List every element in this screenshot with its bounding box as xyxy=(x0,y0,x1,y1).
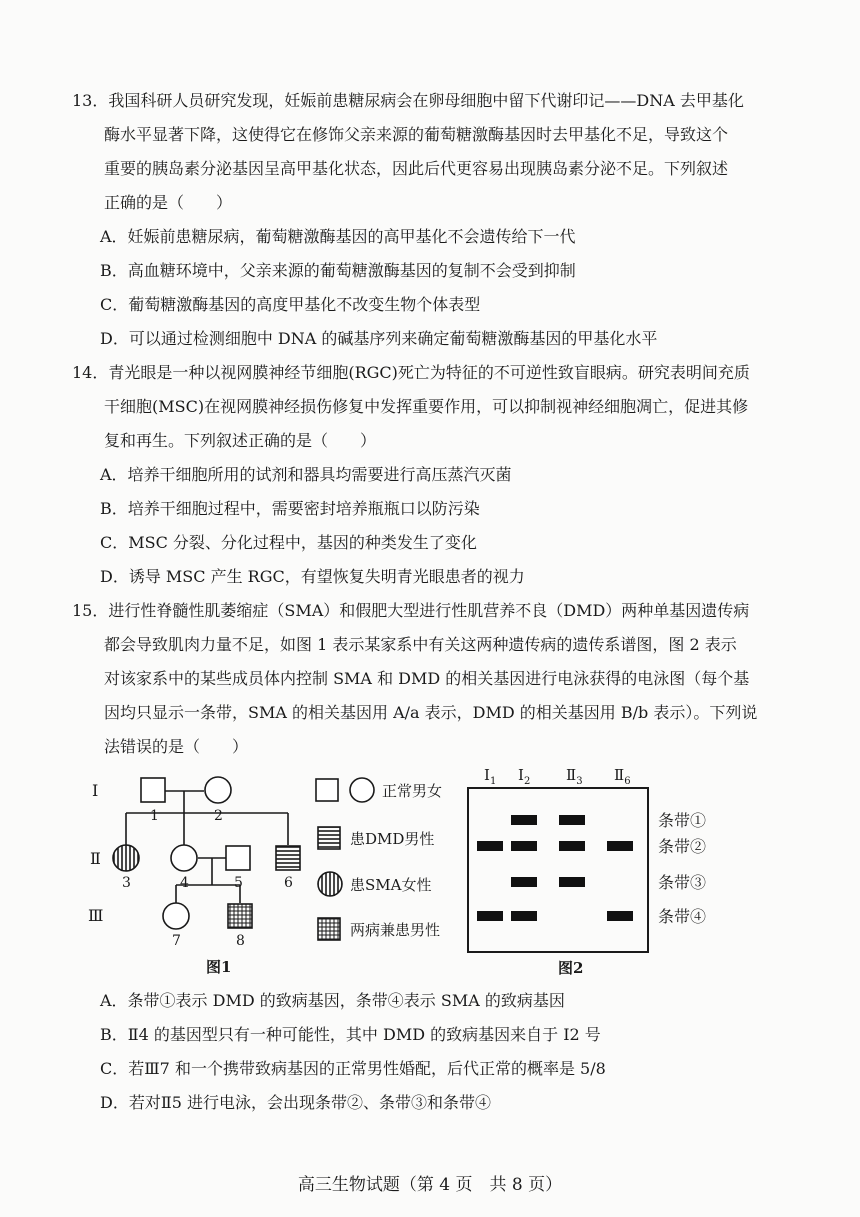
q15-stem-line: 因均只显示一条带，SMA 的相关基因用 A/a 表示，DMD 的相关基因用 B/b 表示）。下列说 xyxy=(104,703,758,722)
gel-band xyxy=(477,841,503,851)
individual-2-normal-female xyxy=(205,777,231,803)
gel-band xyxy=(559,815,585,825)
figure-2-caption: 图2 xyxy=(558,959,584,977)
figure-1-caption: 图1 xyxy=(206,958,232,976)
gel-frame xyxy=(468,788,648,952)
individual-8-both-male xyxy=(228,904,252,928)
individual-number: 8 xyxy=(236,933,245,949)
individual-5-normal-male xyxy=(226,846,250,870)
gel-band xyxy=(477,911,503,921)
individual-number: 5 xyxy=(234,875,243,891)
q15-stem-line: 法错误的是（ ） xyxy=(104,737,249,756)
individual-number: 4 xyxy=(180,875,189,891)
legend-dmd-male-label: 患DMD男性 xyxy=(350,830,435,848)
generation-label: I xyxy=(92,781,99,800)
individual-4-normal-female xyxy=(171,845,197,871)
gel-band xyxy=(511,815,537,825)
individual-7-normal-female xyxy=(163,903,189,929)
q13-option-a[interactable]: A．妊娠前患糖尿病，葡萄糖激酶基因的高甲基化不会遗传给下一代 xyxy=(100,227,576,246)
q15-option-d[interactable]: D．若对Ⅱ5 进行电泳，会出现条带②、条带③和条带④ xyxy=(100,1093,491,1112)
q13-option-d[interactable]: D．可以通过检测细胞中 DNA 的碱基序列来确定葡萄糖激酶基因的甲基化水平 xyxy=(100,329,658,348)
gel-band xyxy=(559,877,585,887)
q14-stem-line: 干细胞(MSC)在视网膜神经损伤修复中发挥重要作用，可以抑制视神经细胞凋亡，促进其修 xyxy=(104,397,749,416)
legend-sma-female-icon xyxy=(318,872,342,896)
gel-band xyxy=(511,911,537,921)
band-label: 条带③ xyxy=(658,873,707,892)
individual-number: 6 xyxy=(284,875,293,891)
q13-stem-line: 正确的是（ ） xyxy=(104,193,233,212)
q15-option-b[interactable]: B．Ⅱ4 的基因型只有一种可能性，其中 DMD 的致病基因来自于 I2 号 xyxy=(100,1025,601,1044)
legend-both-male-icon xyxy=(318,918,340,940)
gel-band xyxy=(511,841,537,851)
q14-stem-line: 14．青光眼是一种以视网膜神经节细胞(RGC)死亡为特征的不可逆性致盲眼病。研究表明间充质 xyxy=(72,363,750,382)
q13-stem-line: 重要的胰岛素分泌基因呈高甲基化状态，因此后代更容易出现胰岛素分泌不足。下列叙述 xyxy=(104,159,729,178)
q14-option-a[interactable]: A．培养干细胞所用的试剂和器具均需要进行高压蒸汽灭菌 xyxy=(100,465,512,484)
lane-label: $Ⅱ_6$ xyxy=(614,766,631,787)
legend-normal-male-icon xyxy=(316,779,338,801)
q13-option-b[interactable]: B．高血糖环境中，父亲来源的葡萄糖激酶基因的复制不会受到抑制 xyxy=(100,261,576,280)
legend-normal-label: 正常男女 xyxy=(382,782,443,800)
q14-option-d[interactable]: D．诱导 MSC 产生 RGC，有望恢复失明青光眼患者的视力 xyxy=(100,567,525,586)
generation-label: Ⅲ xyxy=(88,906,104,925)
pedigree-figure xyxy=(80,765,470,980)
electrophoresis-figure xyxy=(460,760,720,980)
q14-stem-line: 复和再生。下列叙述正确的是（ ） xyxy=(104,431,377,450)
individual-number: 3 xyxy=(122,875,131,891)
gel-band xyxy=(607,841,633,851)
individual-number: 7 xyxy=(172,933,181,949)
individual-3-sma-female xyxy=(113,845,139,871)
q13-option-c[interactable]: C．葡萄糖激酶基因的高度甲基化不改变生物个体表型 xyxy=(100,295,481,314)
individual-6-dmd-male xyxy=(276,846,300,870)
individual-1-normal-male xyxy=(141,778,165,802)
legend-sma-female-label: 患SMA女性 xyxy=(350,876,432,894)
lane-label: $Ⅱ_3$ xyxy=(566,766,583,787)
lane-label: $I_2$ xyxy=(518,766,531,787)
q13-stem-line: 酶水平显著下降，这使得它在修饰父亲来源的葡萄糖激酶基因时去甲基化不足，导致这个 xyxy=(104,125,729,144)
q14-option-c[interactable]: C．MSC 分裂、分化过程中，基因的种类发生了变化 xyxy=(100,533,477,552)
gel-band xyxy=(607,911,633,921)
q14-option-b[interactable]: B．培养干细胞过程中，需要密封培养瓶瓶口以防污染 xyxy=(100,499,480,518)
q15-option-a[interactable]: A．条带①表示 DMD 的致病基因，条带④表示 SMA 的致病基因 xyxy=(100,991,565,1010)
legend-normal-female-icon xyxy=(350,778,374,802)
q15-stem-line: 对该家系中的某些成员体内控制 SMA 和 DMD 的相关基因进行电泳获得的电泳图（每个基 xyxy=(104,669,750,688)
q15-stem-line: 都会导致肌肉力量不足，如图 1 表示某家系中有关这两种遗传病的遗传系谱图，图 2 表示 xyxy=(104,635,737,654)
band-label: 条带① xyxy=(658,811,707,830)
band-label: 条带④ xyxy=(658,907,707,926)
page-footer: 高三生物试题（第 4 页 共 8 页） xyxy=(297,1175,563,1195)
legend-both-male-label: 两病兼患男性 xyxy=(350,921,441,939)
band-label: 条带② xyxy=(658,837,707,856)
individual-number: 1 xyxy=(150,808,159,824)
gel-band xyxy=(511,877,537,887)
gel-band xyxy=(559,841,585,851)
q15-stem-line: 15．进行性脊髓性肌萎缩症（SMA）和假肥大型进行性肌营养不良（DMD）两种单基因遗传病 xyxy=(72,601,750,620)
lane-label: $I_1$ xyxy=(484,766,497,787)
individual-number: 2 xyxy=(214,808,223,824)
legend-dmd-male-icon xyxy=(318,827,340,849)
q15-option-c[interactable]: C．若Ⅲ7 和一个携带致病基因的正常男性婚配，后代正常的概率是 5/8 xyxy=(100,1059,606,1078)
generation-label: Ⅱ xyxy=(90,849,101,868)
q13-stem-line: 13．我国科研人员研究发现，妊娠前患糖尿病会在卵母细胞中留下代谢印记——DNA 去甲基化 xyxy=(72,91,744,110)
